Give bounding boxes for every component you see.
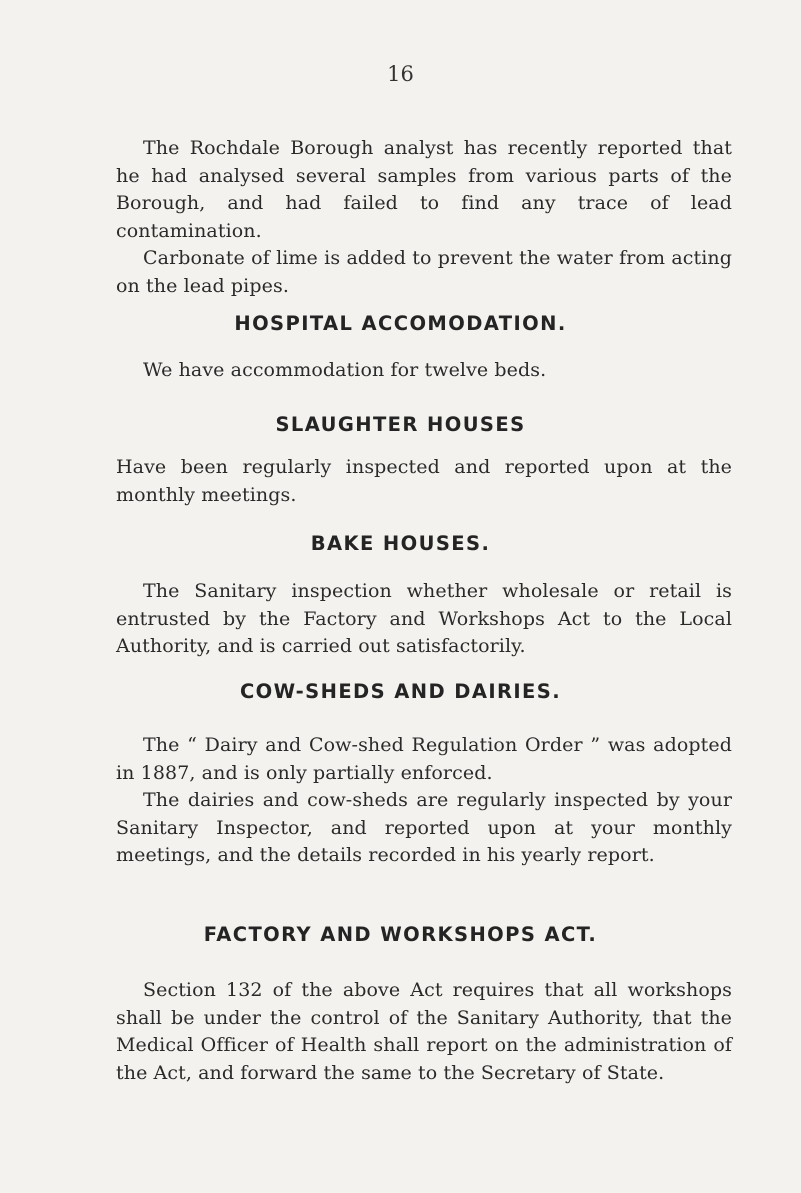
paragraph: The Rochdale Borough analyst has recently reported that he had analysed several samples from various parts of the Borough, and had failed to find any trace of lead contamination.: [116, 137, 732, 242]
paragraph: Section 132 of the above Act requires that all workshops shall be under the control of the Sanitary Authority, that the Medical Officer of Health shall report on the administration of the Act, and forward the same to the Secretary of State.: [116, 979, 732, 1084]
section-heading-slaughter-houses: SLAUGHTER HOUSES: [275, 413, 526, 436]
section-heading-cow-sheds: COW-SHEDS AND DAIRIES.: [239, 680, 562, 703]
factory-workshops-section: [116, 977, 732, 1087]
cow-sheds-section: [116, 732, 732, 870]
paragraph: Have been regularly inspected and reported upon at the monthly meetings.: [116, 456, 732, 506]
bake-houses-section: [116, 578, 732, 661]
slaughter-houses-section: [116, 454, 732, 509]
paragraph: The “ Dairy and Cow-shed Regulation Order ” was adopted in 1887, and is only partially enforced.: [116, 734, 732, 784]
section-heading-hospital: HOSPITAL ACCOMODATION.: [234, 312, 567, 335]
hospital-section: [116, 357, 732, 385]
paragraph: The Sanitary inspection whether wholesale or retail is entrusted by the Factory and Workshops Act to the Local Authority, and is carried out satisfactorily.: [116, 580, 732, 657]
section-heading-bake-houses: BAKE HOUSES.: [310, 532, 491, 555]
paragraph: The dairies and cow-sheds are regularly inspected by your Sanitary Inspector, and reported upon at your monthly meetings, and the details recorded in his yearly report.: [116, 789, 732, 866]
page-number: 16: [387, 62, 414, 86]
paragraph: We have accommodation for twelve beds.: [143, 359, 547, 381]
paragraph: Carbonate of lime is added to prevent the water from acting on the lead pipes.: [116, 247, 732, 297]
section-heading-factory-workshops: FACTORY AND WORKSHOPS ACT.: [203, 923, 598, 946]
intro-section: [116, 135, 732, 300]
